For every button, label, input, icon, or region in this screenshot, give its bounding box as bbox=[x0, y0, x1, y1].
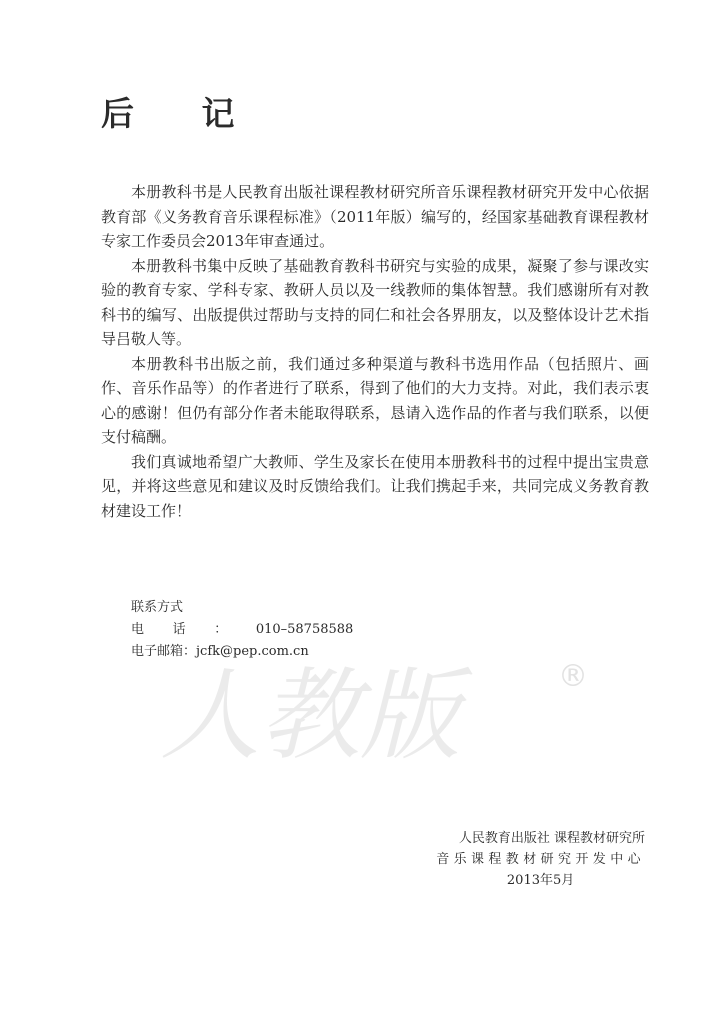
paragraph: 我们真诚地希望广大教师、学生及家长在使用本册教科书的过程中提出宝贵意见，并将这些意见和建议及时反馈给我们。让我们携起手来，共同完成义务教育教材建设工作！ bbox=[101, 452, 649, 520]
paragraph: 本册教科书是人民教育出版社课程教材研究所音乐课程教材研究开发中心依据教育部《义务教育音乐课程标准》（2011年版）编写的，经国家基础教育课程教材专家工作委员会2013年审查通过。 bbox=[101, 183, 649, 250]
watermark-registered-mark: ® bbox=[558, 659, 588, 694]
phone-value: 010–58758588 bbox=[255, 622, 354, 637]
afterword-body bbox=[101, 180, 649, 523]
phone-label: 电话： bbox=[131, 622, 256, 637]
watermark-text: 人教版 bbox=[160, 657, 460, 774]
center-line: 音乐课程教材研究开发中心 bbox=[436, 852, 645, 867]
contact-title: 联系方式 bbox=[131, 600, 184, 615]
paragraph: 本册教科书出版之前，我们通过多种渠道与教科书选用作品（包括照片、画作、音乐作品等）的作者进行了联系，得到了他们的大力支持。对此，我们表示衷心的感谢！但仍有部分作者未能取得联系，恳请入选作品的作者与我们联系，以便支付稿酬。 bbox=[101, 354, 649, 446]
publication-date: 2013年5月 bbox=[506, 873, 575, 888]
contact-email-row bbox=[131, 641, 353, 663]
contact-info bbox=[131, 597, 353, 663]
paragraph: 本册教科书集中反映了基础教育教科书研究与实验的成果，凝聚了参与课改实验的教育专家、学科专家、教研人员以及一线教师的集体智慧。我们感谢所有对教科书的编写、出版提供过帮助与支持的同仁和社会各界朋友，以及整体设计艺术指导吕敬人等。 bbox=[101, 256, 649, 348]
publisher-signature bbox=[436, 828, 645, 891]
page-title: 后 记 bbox=[101, 94, 263, 133]
email-label: 电子邮箱： bbox=[131, 644, 197, 659]
contact-phone-row bbox=[131, 619, 353, 641]
publisher-line: 人民教育出版社 课程教材研究所 bbox=[458, 831, 645, 846]
email-value: jcfk@pep.com.cn bbox=[196, 644, 309, 659]
